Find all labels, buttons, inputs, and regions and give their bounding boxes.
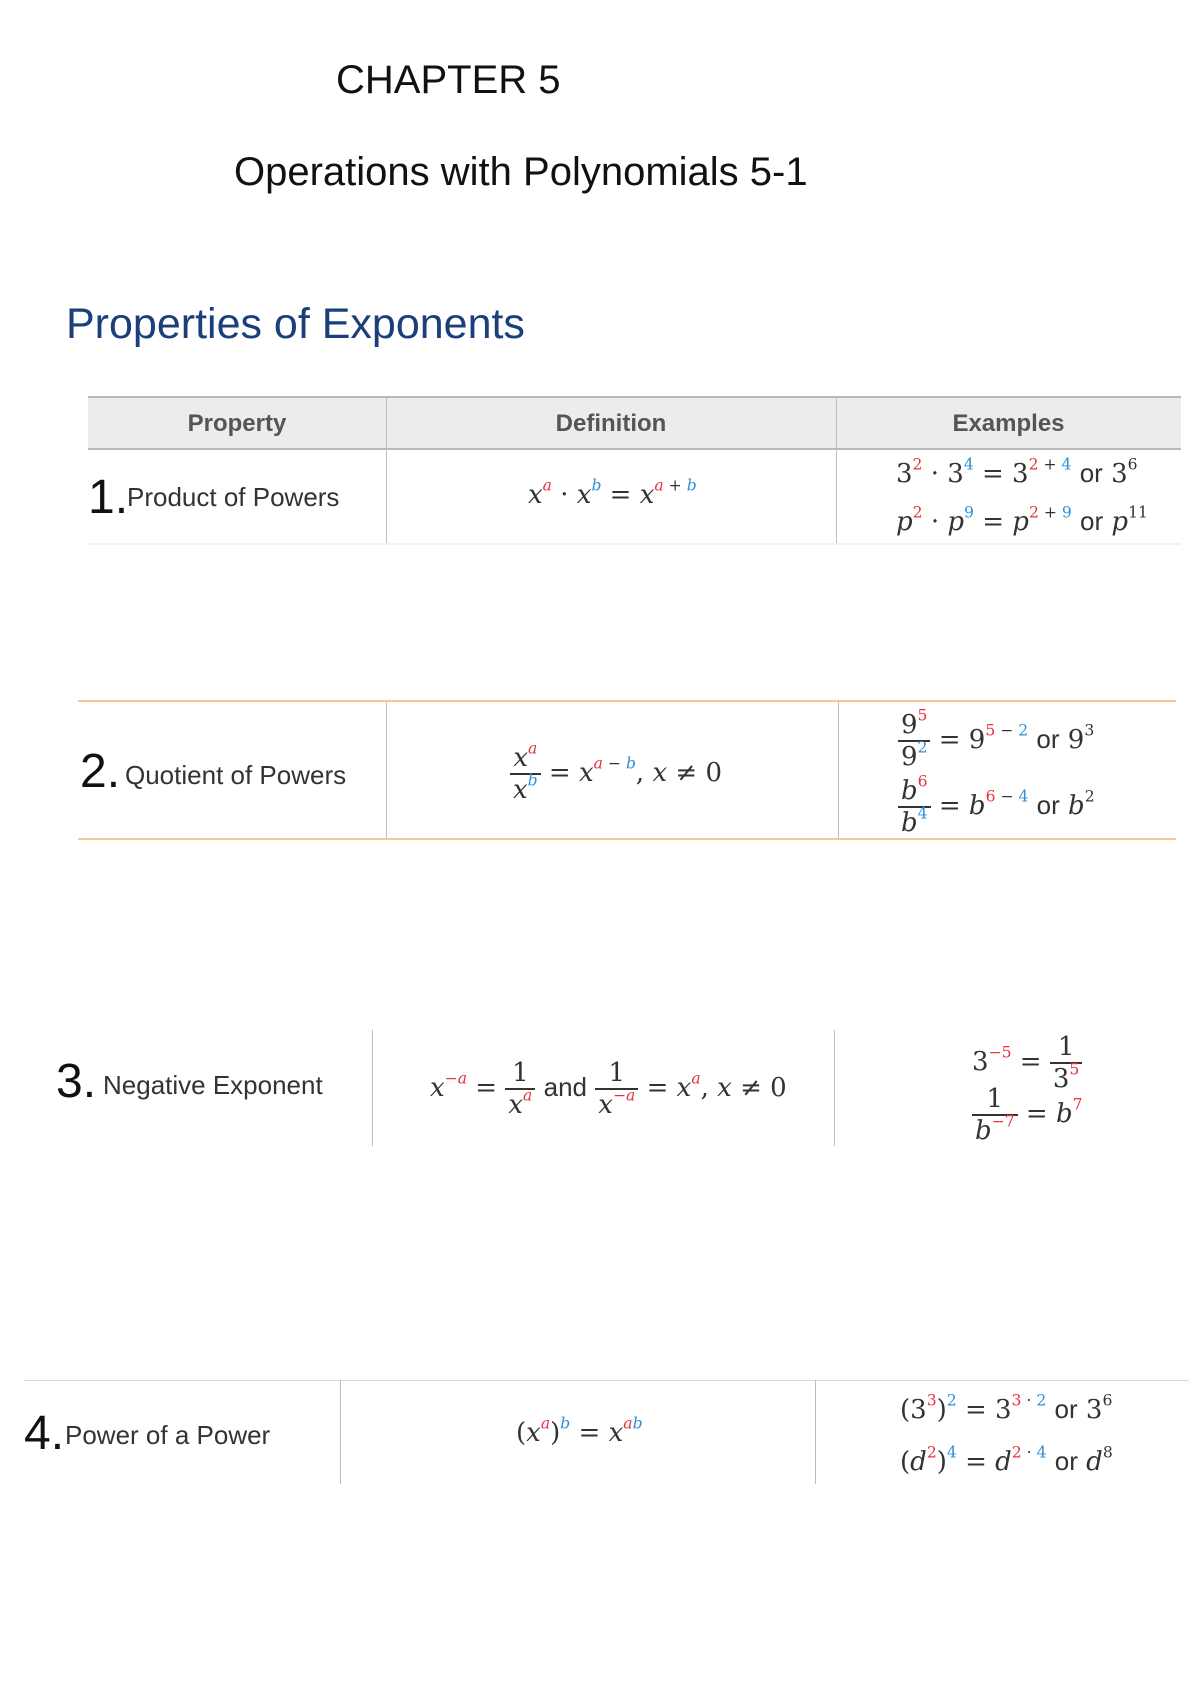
section-heading: Properties of Exponents [66,300,525,348]
column-header-property: Property [187,410,287,437]
divider [88,543,1181,545]
definition-formula: $\frac{x^a}{x^b}$ = $x^{a - b}$, x ≠ 0 [510,745,722,803]
divider [372,1030,373,1146]
example-formula: $3^2 \cdot 3^4 = 3^{2 + 4}$ or $3^6$ [896,455,1138,489]
example-formula: $\frac{1}{b^{-7}}$ = $b^7$ [972,1086,1083,1144]
row-number: 2. [80,745,121,798]
row-name: Quotient of Powers [125,760,347,790]
divider [78,838,1176,840]
example-formula: $p^2 \cdot p^9 = p^{2 + 9}$ or $p^{11}$ [896,503,1148,537]
chapter-heading: CHAPTER 5 [336,58,561,102]
divider [386,702,387,838]
example-formula: $(d^2)^4 = d^{2 \cdot 4}$ or $d^8$ [900,1443,1113,1477]
divider [838,702,839,838]
definition-formula: $(x^a)^b = x^{ab}$ [516,1414,643,1448]
column-header-definition: Definition [555,410,667,437]
divider [386,396,387,544]
divider [815,1380,816,1484]
table-header [88,396,1181,450]
divider [78,700,1176,702]
column-header-examples: Examples [952,410,1065,437]
example-formula: $3^{-5}$ = $\frac{1}{3^5}$ [972,1034,1082,1092]
row-number: 3. [56,1055,97,1108]
divider [340,1380,341,1484]
row-name: Power of a Power [65,1420,271,1450]
example-formula: $\frac{9^5}{9^2}$ = $9^{5 - 2}$ or $9^3$ [898,712,1094,770]
page-title: Operations with Polynomials 5-1 [234,150,808,194]
definition-formula: $x^{-a}$ = $\frac{1}{x^a}$ and $\frac{1}{x^{-a}}$ = $x^a$, x ≠ 0 [430,1058,787,1120]
row-number: 1. [88,471,129,524]
row-number: 4. [24,1407,65,1460]
definition-formula: $x^a \cdot x^b = x^{a + b}$ [528,476,697,510]
divider [836,396,837,544]
example-formula: $\frac{b^6}{b^4}$ = $b^{6 - 4}$ or $b^2$ [898,778,1095,836]
row-name: Negative Exponent [103,1070,323,1100]
divider [834,1030,835,1146]
row-name: Product of Powers [127,482,340,512]
example-formula: $(3^3)^2 = 3^{3 \cdot 2}$ or $3^6$ [900,1391,1113,1425]
divider [24,1380,1189,1381]
